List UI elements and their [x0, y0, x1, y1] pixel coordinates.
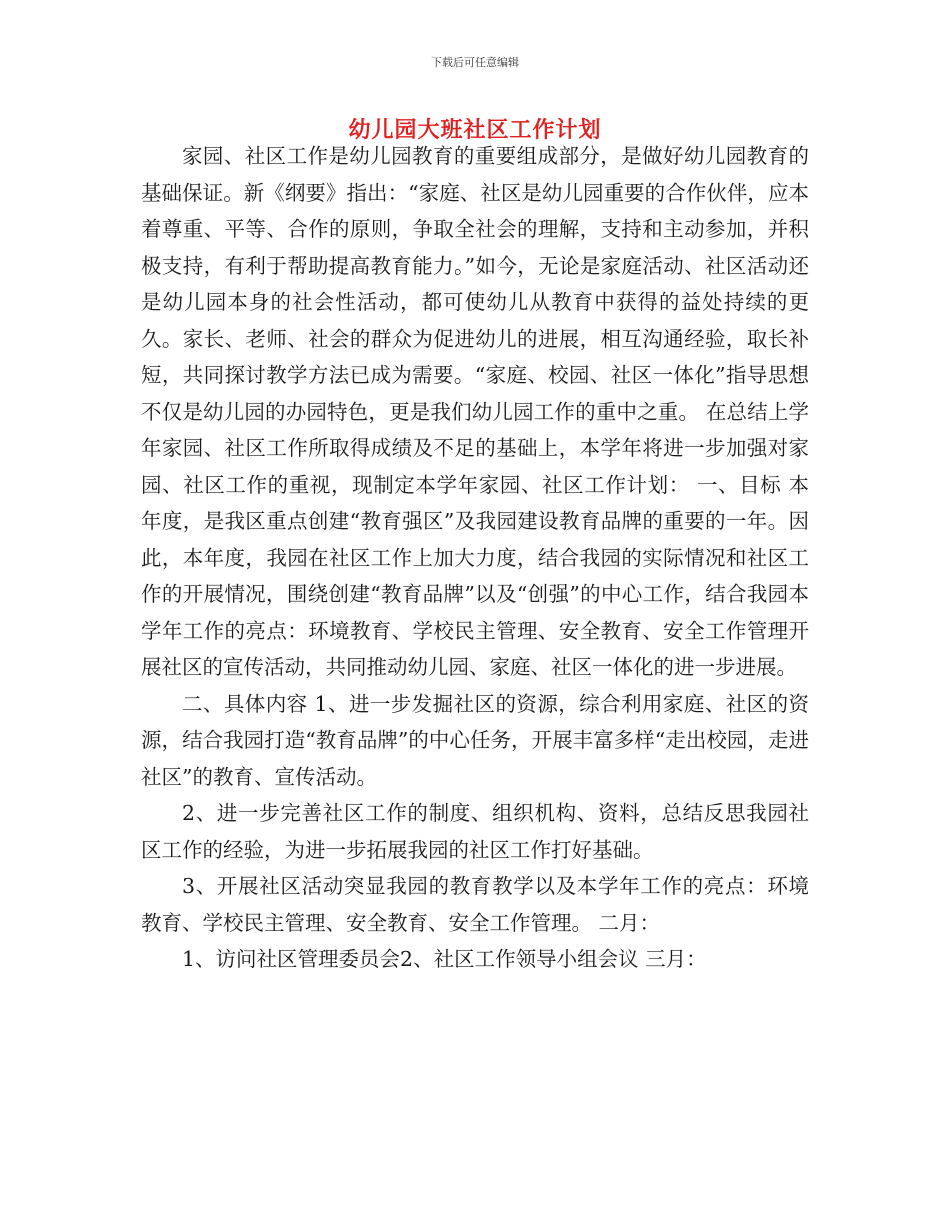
- paragraph-schedule: 1、访问社区管理委员会2、社区工作领导小组会议 三月：: [182, 947, 707, 971]
- paragraph-content-2: 2、进一步完善社区工作的制度、组织机构、资料，总结反思我园社区工作的经验，为进一步拓展我园的社区工作打好基础。: [141, 801, 809, 862]
- paragraph-intro: 家园、社区工作是幼儿园教育的重要组成部分，是做好幼儿园教育的基础保证。新《纲要》指出：“家庭、社区是幼儿园重要的合作伙伴，应本着尊重、平等、合作的原则，争取全社会的理解，支持和主动参加，并积极支持，有利于帮助提高教育能力。”如今，无论是家庭活动、社区活动还是幼儿园本身的社会性活动，都可使幼儿从教育中获得的益处持续的更久。家长、老师、社会的群众为促进幼儿的进展，相互沟通经验，取长补短，共同探讨教学方法已成为需要。“家庭、校园、社区一体化”指导思想不仅是幼儿园的办园特色，更是我们幼儿园工作的重中之重。 在总结上学年家园、社区工作所取得成绩及不足的基础上，本学年将进一步加强对家园、社区工作的重视，现制定本学年家园、社区工作计划： 一、目标 本年度，是我区重点创建“教育强区”及我园建设教育品牌的重要的一年。因此，本年度，我园在社区工作上加大力度，结合我园的实际情况和社区工作的开展情况，围绕创建“教育品牌”以及“创强”的中心工作，结合我园本学年工作的亮点：环境教育、学校民主管理、安全教育、安全工作管理开展社区的宣传活动，共同推动幼儿园、家庭、社区一体化的进一步进展。: [141, 144, 809, 679]
- paragraph-content-1: 二、具体内容 1、进一步发掘社区的资源，综合利用家庭、社区的资源，结合我园打造“教育品牌”的中心任务，开展丰富多样“走出校园，走进社区”的教育、宣传活动。: [141, 691, 809, 789]
- paragraph-content-3: 3、开展社区活动突显我园的教育教学以及本学年工作的亮点：环境教育、学校民主管理、安全教育、安全工作管理。 二月：: [141, 874, 809, 935]
- document-title: 幼儿园大班社区工作计划: [348, 118, 602, 143]
- document-body: [141, 138, 809, 978]
- download-note: 下载后可任意编辑: [431, 56, 519, 69]
